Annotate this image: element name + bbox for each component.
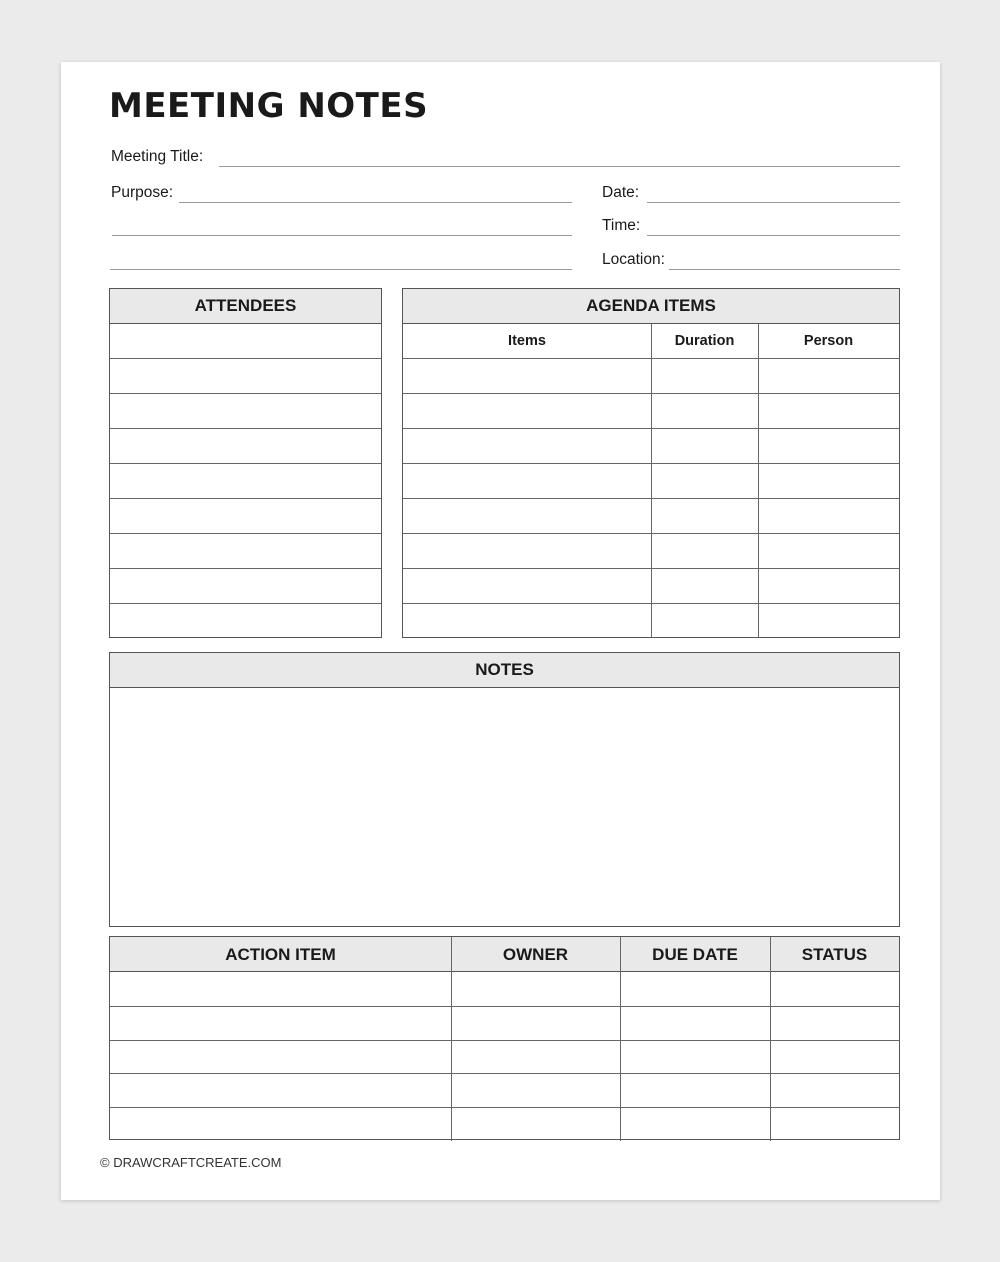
purpose-line-2[interactable] <box>112 235 572 236</box>
agenda-col-person: Person <box>803 333 854 349</box>
table-row[interactable] <box>110 463 381 464</box>
table-row[interactable] <box>403 393 899 394</box>
table-row[interactable] <box>110 498 381 499</box>
notes-box <box>109 652 900 927</box>
notes-header: NOTES <box>110 653 899 688</box>
notes-area[interactable] <box>110 688 899 926</box>
table-row[interactable] <box>110 393 381 394</box>
column-divider <box>451 937 452 1141</box>
action-items-table <box>109 936 900 1140</box>
purpose-line-3[interactable] <box>110 269 572 270</box>
table-row[interactable] <box>110 428 381 429</box>
table-row[interactable] <box>403 498 899 499</box>
column-divider <box>758 324 759 637</box>
action-col-status: STATUS <box>801 944 868 964</box>
table-row[interactable] <box>110 1040 899 1041</box>
table-row[interactable] <box>110 568 381 569</box>
action-col-action-item: ACTION ITEM <box>225 944 336 964</box>
date-line[interactable] <box>647 202 900 203</box>
table-row[interactable] <box>110 603 381 604</box>
footer-copyright: © DRAWCRAFTCREATE.COM <box>100 1155 282 1170</box>
table-row[interactable] <box>110 533 381 534</box>
worksheet-page <box>61 62 940 1200</box>
action-col-owner: OWNER <box>502 944 569 964</box>
time-line[interactable] <box>647 235 900 236</box>
agenda-header: AGENDA ITEMS <box>403 289 899 324</box>
table-row[interactable] <box>110 1107 899 1108</box>
time-label: Time: <box>602 217 641 234</box>
table-row[interactable] <box>110 358 381 359</box>
table-row[interactable] <box>403 428 899 429</box>
table-row[interactable] <box>110 1006 899 1007</box>
purpose-line-1[interactable] <box>179 202 572 203</box>
table-row[interactable] <box>110 1073 899 1074</box>
column-divider <box>620 937 621 1141</box>
table-row[interactable] <box>403 358 899 359</box>
action-col-due-date: DUE DATE <box>652 944 738 964</box>
table-row[interactable] <box>403 533 899 534</box>
agenda-col-items: Items <box>508 333 546 349</box>
column-divider <box>651 324 652 637</box>
agenda-table <box>402 288 900 638</box>
location-line[interactable] <box>669 269 900 270</box>
meeting-title-line[interactable] <box>219 166 900 167</box>
table-row[interactable] <box>403 568 899 569</box>
table-row[interactable] <box>403 603 899 604</box>
purpose-label: Purpose: <box>111 184 174 201</box>
meeting-title-label: Meeting Title: <box>111 148 204 165</box>
attendees-table <box>109 288 382 638</box>
table-row[interactable] <box>403 463 899 464</box>
attendees-header: ATTENDEES <box>110 289 381 324</box>
page-title: MEETING NOTES <box>109 86 429 126</box>
agenda-col-duration: Duration <box>674 333 735 349</box>
column-divider <box>770 937 771 1141</box>
location-label: Location: <box>602 251 665 268</box>
date-label: Date: <box>602 184 640 201</box>
